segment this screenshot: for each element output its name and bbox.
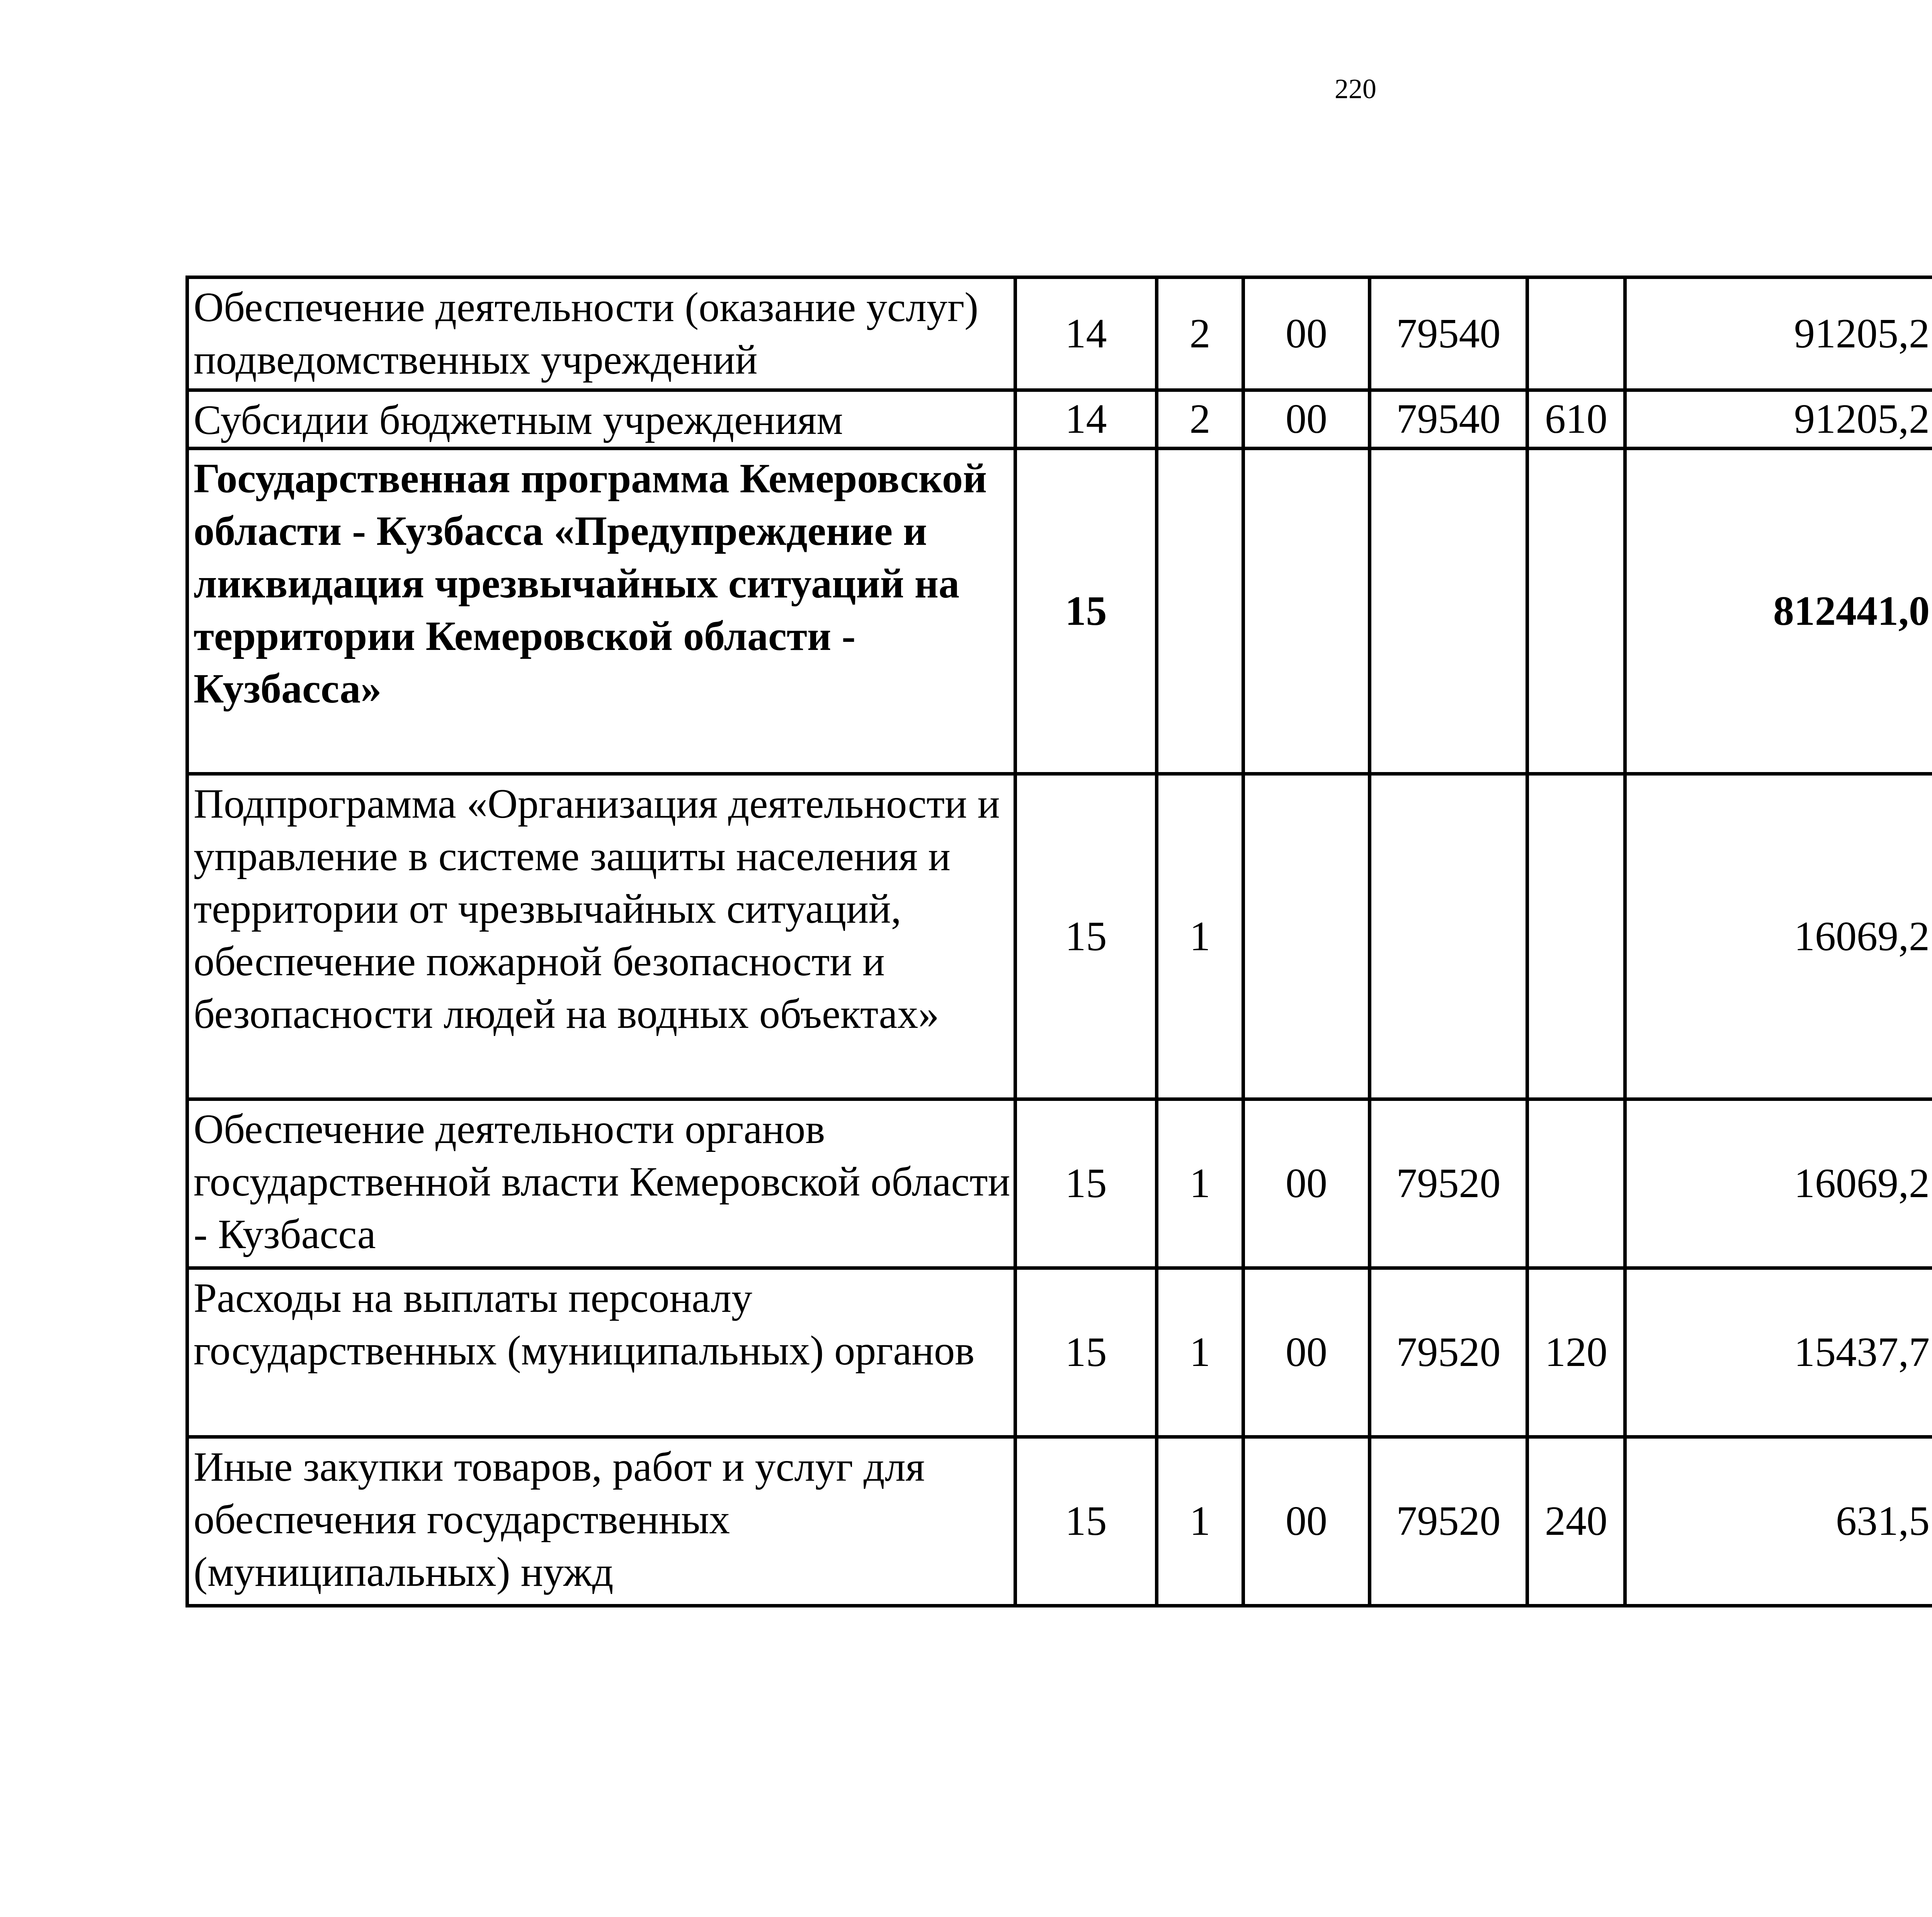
amount-year-1: 16069,2 <box>1625 1099 1932 1268</box>
expense-code: 79520 <box>1370 1099 1527 1268</box>
table-row <box>187 1437 1932 1606</box>
row-name: Обеспечение деятельности (оказание услуг) подведомственных учреждений <box>187 277 1015 390</box>
amount-year-1: 812441,0 <box>1625 449 1932 774</box>
subprogram-code: 2 <box>1157 277 1243 390</box>
table-row <box>187 449 1932 774</box>
amount-year-1: 91205,2 <box>1625 277 1932 390</box>
row-name: Подпрограмма «Организация деятельности и управление в системе защиты населения и территории от чрезвычайных ситуаций, обеспечение пожарной безопасности и безопасности людей на водных объектах» <box>187 774 1015 1099</box>
subprogram-code: 2 <box>1157 390 1243 449</box>
type-code <box>1527 449 1625 774</box>
budget-table <box>185 276 1932 1607</box>
amount-year-1: 15437,7 <box>1625 1268 1932 1437</box>
expense-code: 79520 <box>1370 1268 1527 1437</box>
direction-code: 00 <box>1243 1099 1370 1268</box>
subprogram-code: 1 <box>1157 1268 1243 1437</box>
amount-year-1: 16069,2 <box>1625 774 1932 1099</box>
program-code: 14 <box>1015 390 1157 449</box>
amount-year-1: 631,5 <box>1625 1437 1932 1606</box>
subprogram-code <box>1157 449 1243 774</box>
expense-code: 79540 <box>1370 277 1527 390</box>
table-row <box>187 774 1932 1099</box>
direction-code: 00 <box>1243 1437 1370 1606</box>
type-code: 240 <box>1527 1437 1625 1606</box>
type-code: 120 <box>1527 1268 1625 1437</box>
program-code: 15 <box>1015 1268 1157 1437</box>
table-row <box>187 1268 1932 1437</box>
program-code: 15 <box>1015 774 1157 1099</box>
row-name: Субсидии бюджетным учреждениям <box>187 390 1015 449</box>
table-row <box>187 390 1932 449</box>
direction-code: 00 <box>1243 1268 1370 1437</box>
direction-code: 00 <box>1243 277 1370 390</box>
type-code: 610 <box>1527 390 1625 449</box>
table-row <box>187 1099 1932 1268</box>
expense-code <box>1370 774 1527 1099</box>
row-name: Иные закупки товаров, работ и услуг для обеспечения государственных (муниципальных) нужд <box>187 1437 1015 1606</box>
direction-code: 00 <box>1243 390 1370 449</box>
direction-code <box>1243 774 1370 1099</box>
expense-code: 79520 <box>1370 1437 1527 1606</box>
table-row <box>187 277 1932 390</box>
subprogram-code: 1 <box>1157 1099 1243 1268</box>
expense-code <box>1370 449 1527 774</box>
subprogram-code: 1 <box>1157 774 1243 1099</box>
page-number: 220 <box>1335 73 1376 104</box>
expense-code: 79540 <box>1370 390 1527 449</box>
subprogram-code: 1 <box>1157 1437 1243 1606</box>
type-code <box>1527 1099 1625 1268</box>
program-code: 15 <box>1015 449 1157 774</box>
program-code: 14 <box>1015 277 1157 390</box>
row-name: Обеспечение деятельности органов государственной власти Кемеровской области - Кузбасса <box>187 1099 1015 1268</box>
amount-year-1: 91205,2 <box>1625 390 1932 449</box>
program-code: 15 <box>1015 1099 1157 1268</box>
program-code: 15 <box>1015 1437 1157 1606</box>
direction-code <box>1243 449 1370 774</box>
row-name: Государственная программа Кемеровской области - Кузбасса «Предупреждение и ликвидация чрезвычайных ситуаций на территории Кемеровской области - Кузбасса» <box>187 449 1015 774</box>
type-code <box>1527 277 1625 390</box>
row-name: Расходы на выплаты персоналу государственных (муниципальных) органов <box>187 1268 1015 1437</box>
type-code <box>1527 774 1625 1099</box>
